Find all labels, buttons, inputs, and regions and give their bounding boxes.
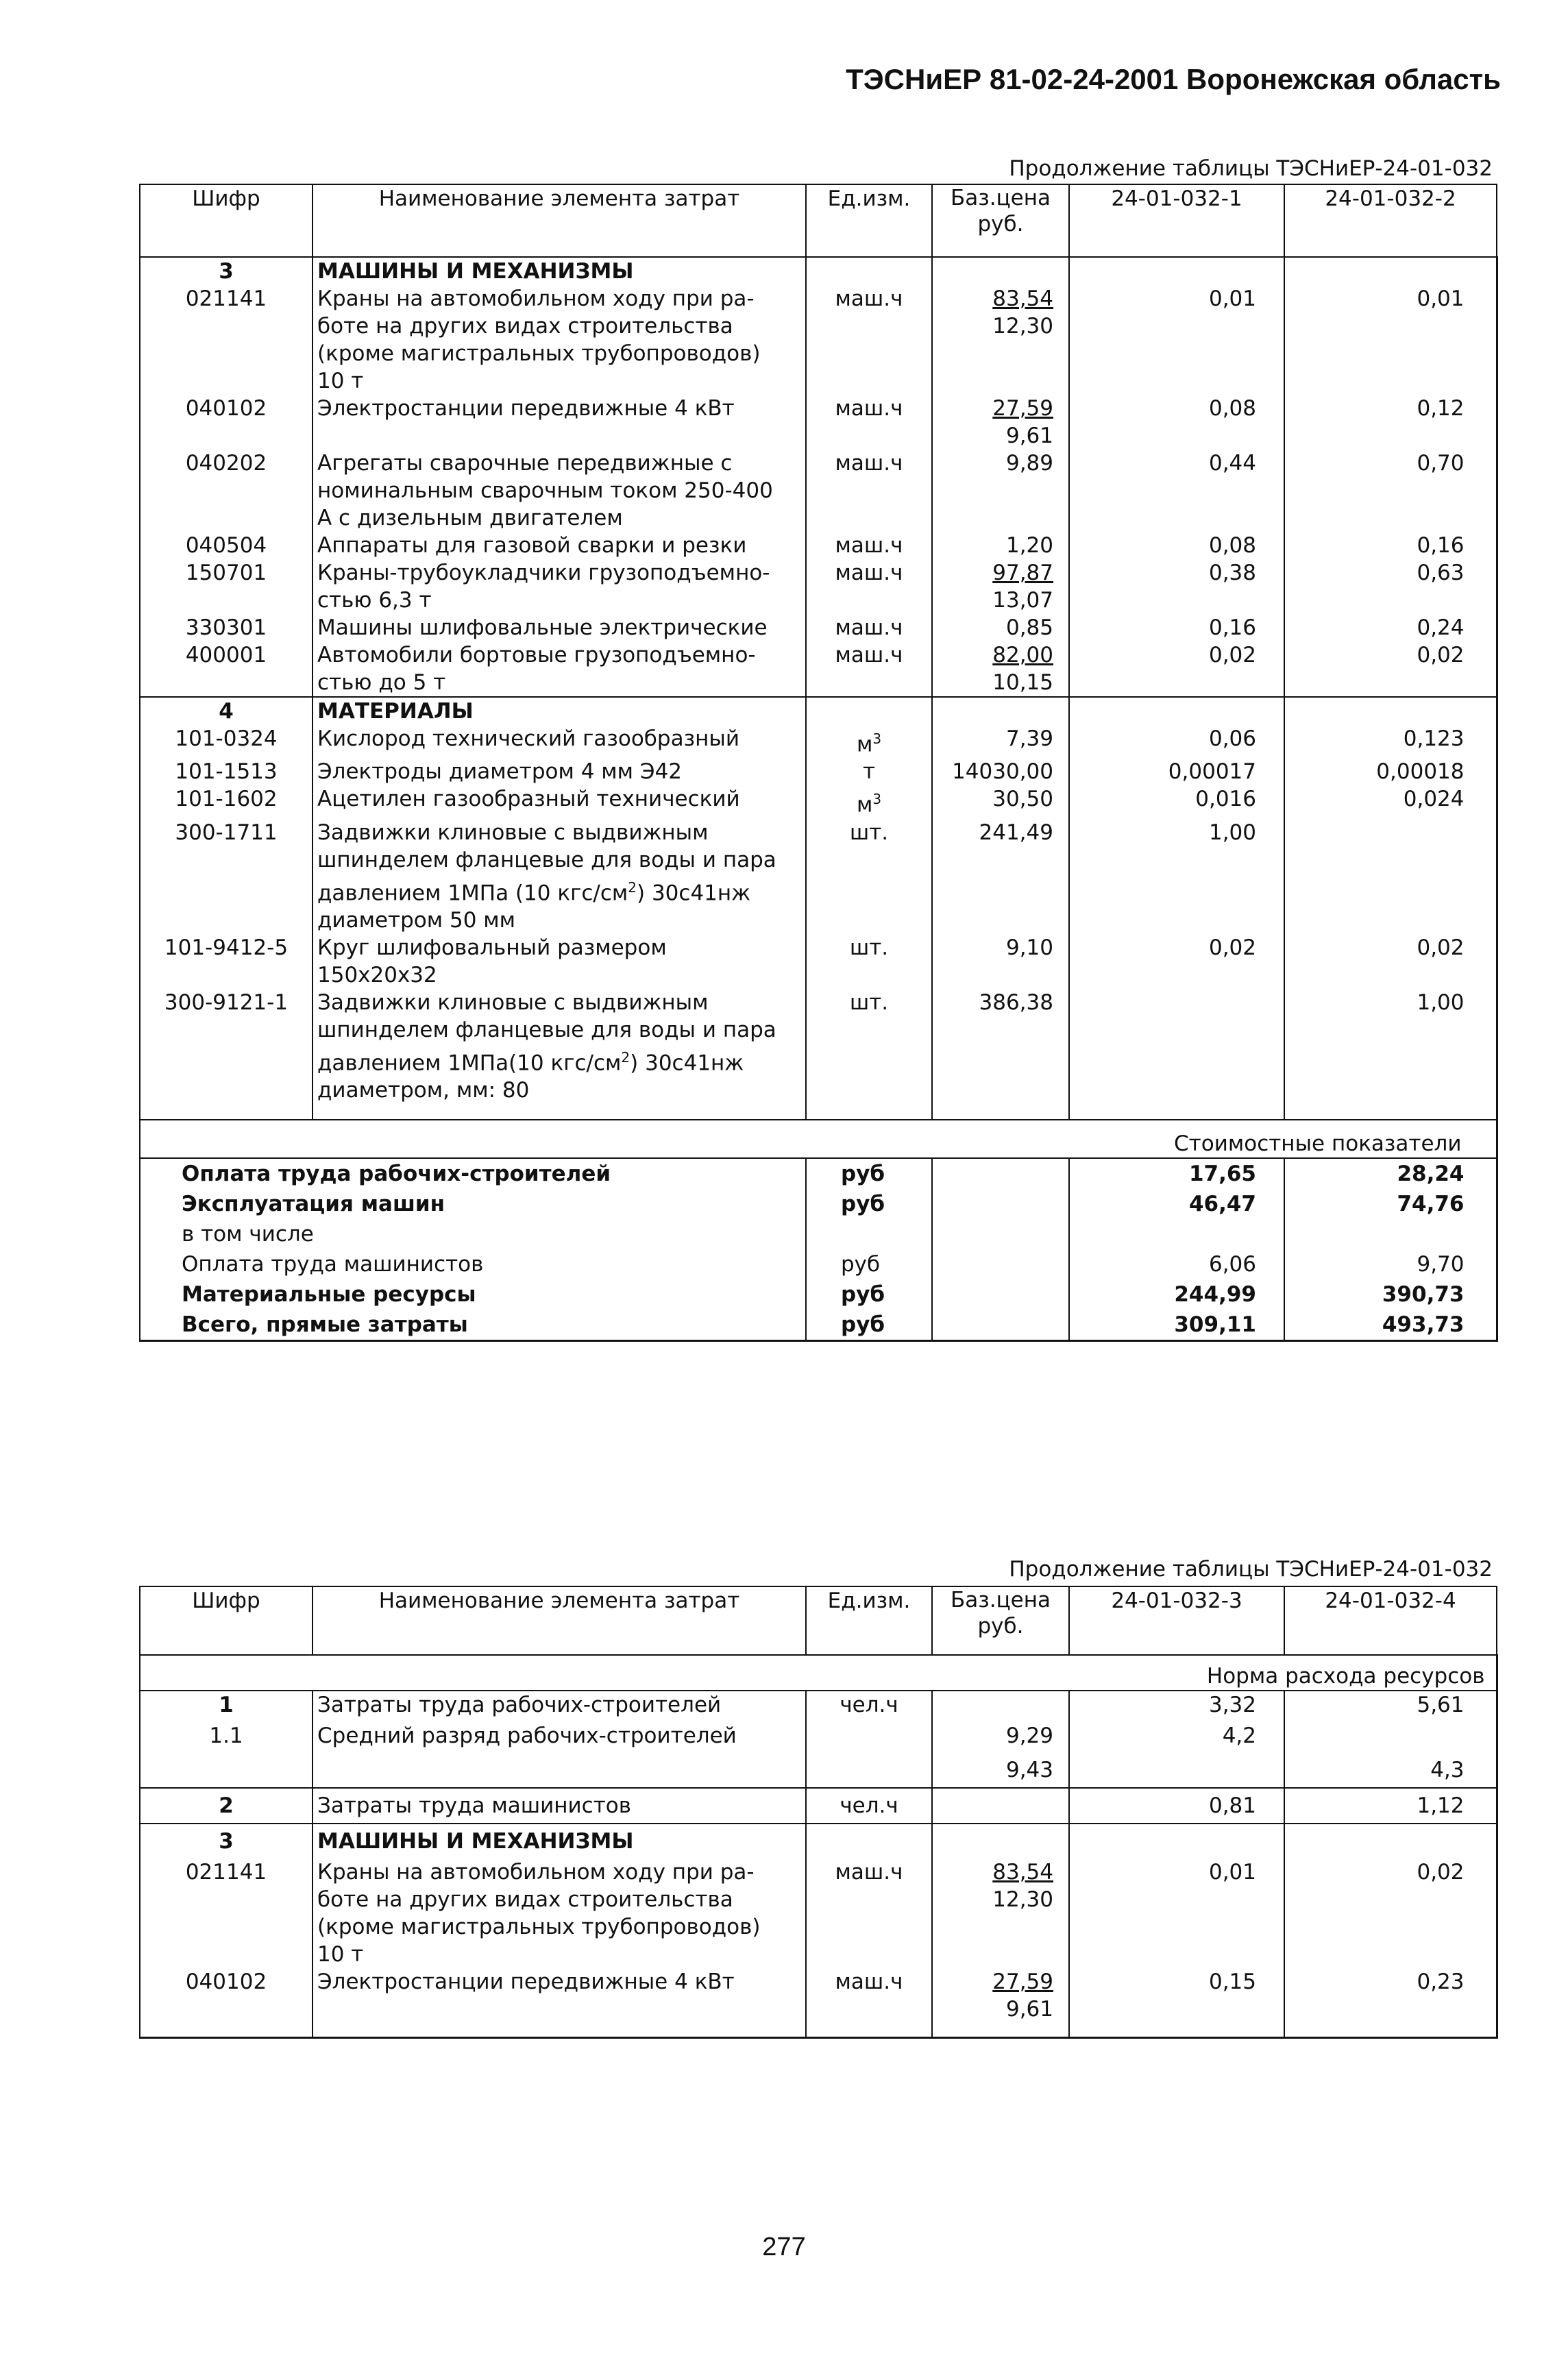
cell-a: 0,38 <box>1069 559 1284 614</box>
cell-code: 040202 <box>140 450 313 532</box>
cost-a: 46,47 <box>1069 1189 1284 1219</box>
cell-a: 0,01 <box>1069 285 1284 395</box>
cell-unit: шт. <box>806 819 932 934</box>
cost-unit: руб <box>806 1279 932 1310</box>
cell-price: 14030,00 <box>932 758 1069 785</box>
table-row <box>140 989 1497 1104</box>
cost-row <box>140 1279 1497 1310</box>
cell-price: 1,20 <box>932 532 1069 559</box>
cell-name: Агрегаты сварочные передвижные с номинальным сварочным током 250-400 А с дизельным двигателем <box>313 450 806 532</box>
section-row: 4 МАТЕРИАЛЫ <box>140 697 1497 725</box>
cell-b: 0,16 <box>1284 532 1497 559</box>
cost-label: Материальные ресурсы <box>140 1279 806 1310</box>
cost-b: 493,73 <box>1284 1310 1497 1341</box>
cell-b: 0,12 <box>1284 395 1497 450</box>
cell-name: Краны-трубоукладчики грузоподъемно- стью 6,3 т <box>313 559 806 614</box>
table2-continuation: Продолжение таблицы ТЭСНиЕР-24-01-032 <box>1009 1557 1493 1582</box>
cell-a: 0,02 <box>1069 934 1284 989</box>
cell-unit: шт. <box>806 989 932 1104</box>
cell-unit: $м^3$ <box>806 725 932 758</box>
table1-costs <box>140 1158 1497 1341</box>
cell-code: 021141 <box>140 1858 313 1968</box>
cell-unit: $м^3$ <box>806 785 932 818</box>
cell-unit: маш.ч <box>806 559 932 614</box>
table-row <box>140 1968 1497 2023</box>
table1-continuation: Продолжение таблицы ТЭСНиЕР-24-01-032 <box>1009 156 1493 181</box>
table1-header-row <box>140 184 1497 257</box>
table-row <box>140 725 1497 758</box>
section-row: 3 МАШИНЫ И МЕХАНИЗМЫ <box>140 1824 1497 1858</box>
cost-a <box>1069 1219 1284 1249</box>
cell-a: 0,44 <box>1069 450 1284 532</box>
cell-name: Электростанции передвижные 4 кВт <box>313 395 806 450</box>
cost-unit: руб <box>806 1249 932 1279</box>
cell-b: 0,123 <box>1284 725 1497 758</box>
cell-b: 0,63 <box>1284 559 1497 614</box>
cost-a: 309,11 <box>1069 1310 1284 1341</box>
cost-unit: руб <box>806 1189 932 1219</box>
cell-unit: т <box>806 758 932 785</box>
cell-price: 0,85 <box>932 614 1069 641</box>
cell-unit: маш.ч <box>806 450 932 532</box>
cell-code: 101-9412-5 <box>140 934 313 989</box>
cell-name: Электроды диаметром 4 мм Э42 <box>313 758 806 785</box>
table-row <box>140 559 1497 614</box>
table2 <box>139 1586 1498 2039</box>
cost-label: Оплата труда машинистов <box>140 1249 806 1279</box>
table-row <box>140 614 1497 641</box>
cell-price: 30,50 <box>932 785 1069 818</box>
cell-price: 82,00 10,15 <box>932 641 1069 697</box>
cost-b <box>1284 1219 1497 1249</box>
col-a-header: 24-01-032-1 <box>1069 184 1284 257</box>
table-row <box>140 785 1497 818</box>
table1-materials <box>140 725 1497 1120</box>
cell-a: 0,16 <box>1069 614 1284 641</box>
table-row <box>140 758 1497 785</box>
spacer-row <box>140 1104 1497 1120</box>
cost-label: Всего, прямые затраты <box>140 1310 806 1341</box>
cost-label: Оплата труда рабочих-строителей <box>140 1158 806 1189</box>
table-row: 2 Затраты труда машинистов чел.ч 0,81 1,12 <box>140 1788 1497 1824</box>
cell-code: 330301 <box>140 614 313 641</box>
cost-header-row <box>140 1120 1497 1130</box>
cost-a: 17,65 <box>1069 1158 1284 1189</box>
cell-b: 0,70 <box>1284 450 1497 532</box>
cell-b: 0,24 <box>1284 614 1497 641</box>
cost-unit <box>806 1219 932 1249</box>
cell-b: 0,01 <box>1284 285 1497 395</box>
cell-name: Аппараты для газовой сварки и резки <box>313 532 806 559</box>
norm-header-row <box>140 1655 1497 1662</box>
cell-a: 0,01 <box>1069 1858 1284 1968</box>
cell-a: 1,00 <box>1069 819 1284 934</box>
cell-price: 9,89 <box>932 450 1069 532</box>
cost-row <box>140 1158 1497 1189</box>
col-price-header: Баз.цена руб. <box>932 184 1069 257</box>
cell-a: 0,08 <box>1069 395 1284 450</box>
col-unit-header: Ед.изм. <box>806 184 932 257</box>
table-row <box>140 285 1497 395</box>
table-row <box>140 450 1497 532</box>
table-row: 1 Затраты труда рабочих-строителей чел.ч 3,32 5,61 <box>140 1691 1497 1719</box>
cell-name: Краны на автомобильном ходу при ра- боте на других видах строительства (кроме магистральных трубопроводов) 10 т <box>313 285 806 395</box>
cell-code: 040504 <box>140 532 313 559</box>
cost-row <box>140 1249 1497 1279</box>
cell-unit: маш.ч <box>806 285 932 395</box>
table2-header-row: Шифр Наименование элемента затрат Ед.изм. Баз.цена руб. 24-01-032-3 24-01-032-4 <box>140 1586 1497 1655</box>
cell-unit: маш.ч <box>806 1968 932 2023</box>
cell-a: 0,08 <box>1069 532 1284 559</box>
cell-code: 101-1513 <box>140 758 313 785</box>
table-row <box>140 532 1497 559</box>
cell-price: 27,59 9,61 <box>932 395 1069 450</box>
cost-unit: руб <box>806 1310 932 1341</box>
cell-unit: маш.ч <box>806 614 932 641</box>
col-b-header: 24-01-032-2 <box>1284 184 1497 257</box>
norm-header-row: Норма расхода ресурсов <box>140 1662 1497 1691</box>
cost-row <box>140 1310 1497 1341</box>
cell-price: 83,54 12,30 <box>932 285 1069 395</box>
cost-b: 28,24 <box>1284 1158 1497 1189</box>
cell-b: 0,23 <box>1284 1968 1497 2023</box>
table-row <box>140 819 1497 934</box>
cell-price: 7,39 <box>932 725 1069 758</box>
table1 <box>139 184 1498 1342</box>
cell-code: 300-1711 <box>140 819 313 934</box>
cell-name: Задвижки клиновые с выдвижным шпинделем фланцевые для воды и пара давлением 1МПа(10 кгс/$см^2$) 30с41нж диаметром, мм: 80 <box>313 989 806 1104</box>
table2-bottom <box>140 2023 1497 2038</box>
cell-code: 150701 <box>140 559 313 614</box>
cost-unit: руб <box>806 1158 932 1189</box>
cell-a: 0,016 <box>1069 785 1284 818</box>
cell-unit: маш.ч <box>806 1858 932 1968</box>
table1-machines <box>140 285 1497 697</box>
cell-code: 400001 <box>140 641 313 697</box>
cell-a <box>1069 989 1284 1104</box>
section-row: 3 МАШИНЫ И МЕХАНИЗМЫ <box>140 257 1497 285</box>
table-row <box>140 1858 1497 1968</box>
cost-a: 6,06 <box>1069 1249 1284 1279</box>
page-number: 277 <box>762 2233 806 2261</box>
cell-unit: шт. <box>806 934 932 989</box>
cell-code: 300-9121-1 <box>140 989 313 1104</box>
cost-header-row: Стоимостные показатели <box>140 1130 1497 1158</box>
cell-price: 9,10 <box>932 934 1069 989</box>
cell-name: Задвижки клиновые с выдвижным шпинделем фланцевые для воды и пара давлением 1МПа (10 кгс/$см^2$) 30с41нж диаметром 50 мм <box>313 819 806 934</box>
table2-machines <box>140 1858 1497 2023</box>
cell-price: 27,59 9,61 <box>932 1968 1069 2023</box>
cost-b: 9,70 <box>1284 1249 1497 1279</box>
cell-unit: маш.ч <box>806 641 932 697</box>
cost-row <box>140 1219 1497 1249</box>
cell-unit: маш.ч <box>806 532 932 559</box>
table-row: 1.1 Средний разряд рабочих-строителей 9,29 9,43 4,2 4,3 <box>140 1719 1497 1788</box>
cell-name: Кислород технический газообразный <box>313 725 806 758</box>
cost-label: Эксплуатация машин <box>140 1189 806 1219</box>
cell-name: Ацетилен газообразный технический <box>313 785 806 818</box>
cell-price: 97,87 13,07 <box>932 559 1069 614</box>
cell-code: 021141 <box>140 285 313 395</box>
table-row <box>140 395 1497 450</box>
cell-b: 0,00018 <box>1284 758 1497 785</box>
cost-b: 390,73 <box>1284 1279 1497 1310</box>
cell-price: 241,49 <box>932 819 1069 934</box>
cell-code: 040102 <box>140 1968 313 2023</box>
table-row <box>140 934 1497 989</box>
cost-a: 244,99 <box>1069 1279 1284 1310</box>
col-code-header: Шифр <box>140 184 313 257</box>
cell-price: 386,38 <box>932 989 1069 1104</box>
cell-a: 0,15 <box>1069 1968 1284 2023</box>
cell-a: 0,02 <box>1069 641 1284 697</box>
cell-a: 0,06 <box>1069 725 1284 758</box>
cell-name: Круг шлифовальный размером 150х20х32 <box>313 934 806 989</box>
cell-price: 83,54 12,30 <box>932 1858 1069 1968</box>
page-header: ТЭСНиЕР 81-02-24-2001 Воронежская область <box>846 63 1501 95</box>
cell-a: 0,00017 <box>1069 758 1284 785</box>
cell-b <box>1284 819 1497 934</box>
cell-b: 0,02 <box>1284 1858 1497 1968</box>
cell-unit: маш.ч <box>806 395 932 450</box>
cell-b: 0,02 <box>1284 934 1497 989</box>
cell-name: Машины шлифовальные электрические <box>313 614 806 641</box>
table-row <box>140 641 1497 697</box>
cell-name: Электростанции передвижные 4 кВт <box>313 1968 806 2023</box>
cost-b: 74,76 <box>1284 1189 1497 1219</box>
cell-code: 101-1602 <box>140 785 313 818</box>
cell-b: 0,02 <box>1284 641 1497 697</box>
cell-b: 0,024 <box>1284 785 1497 818</box>
cell-code: 101-0324 <box>140 725 313 758</box>
cost-row <box>140 1189 1497 1219</box>
cell-name: Краны на автомобильном ходу при ра- боте на других видах строительства (кроме магистральных трубопроводов) 10 т <box>313 1858 806 1968</box>
cell-b: 1,00 <box>1284 989 1497 1104</box>
cell-code: 040102 <box>140 395 313 450</box>
cell-name: Автомобили бортовые грузоподъемно- стью до 5 т <box>313 641 806 697</box>
col-name-header: Наименование элемента затрат <box>313 184 806 257</box>
cost-label: в том числе <box>140 1219 806 1249</box>
